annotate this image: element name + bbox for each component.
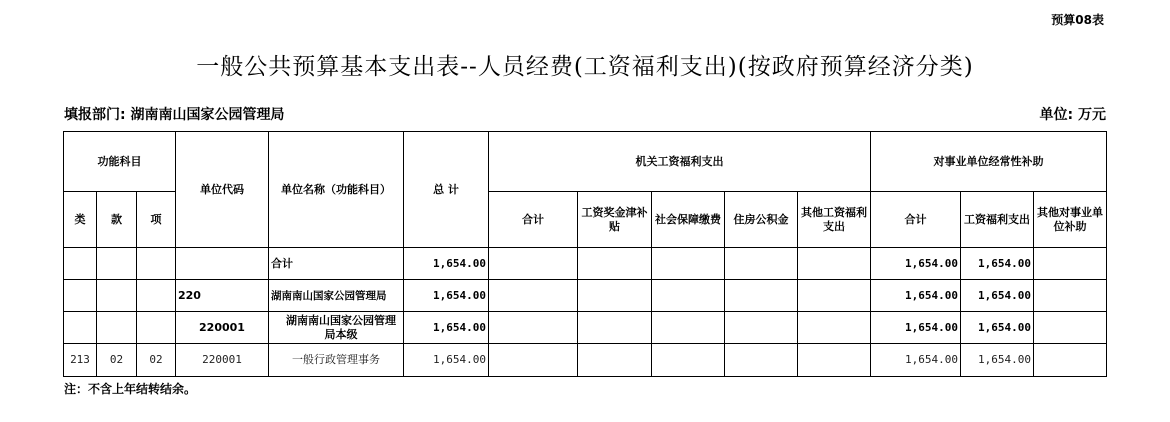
table-row xyxy=(64,312,1107,344)
table-row xyxy=(64,280,1107,312)
cell-inst-other xyxy=(1034,248,1107,280)
cell-inst-wage: 1,654.00 xyxy=(961,280,1034,312)
col-inst-group: 对事业单位经常性补助 xyxy=(871,132,1107,192)
cell-code xyxy=(176,248,269,280)
cell-org-bonus xyxy=(578,344,652,377)
cell-lei xyxy=(64,312,97,344)
cell-name: 一般行政管理事务 xyxy=(269,344,404,377)
cell-lei xyxy=(64,280,97,312)
col-kuan: 款 xyxy=(97,192,137,248)
cell-inst-sum: 1,654.00 xyxy=(871,280,961,312)
col-org-wage-group: 机关工资福利支出 xyxy=(489,132,871,192)
cell-org-other xyxy=(798,248,871,280)
table-row xyxy=(64,248,1107,280)
col-org-housing: 住房公积金 xyxy=(725,192,798,248)
cell-org-social xyxy=(652,312,725,344)
cell-total: 1,654.00 xyxy=(404,280,489,312)
cell-xiang: 02 xyxy=(137,344,176,377)
cell-org-bonus xyxy=(578,248,652,280)
cell-org-housing xyxy=(725,344,798,377)
col-unit-name: 单位名称（功能科目） xyxy=(269,132,404,248)
cell-lei xyxy=(64,248,97,280)
cell-kuan xyxy=(97,248,137,280)
header-row-1 xyxy=(64,132,1107,192)
col-inst-other: 其他对事业单位补助 xyxy=(1034,192,1107,248)
cell-org-bonus xyxy=(578,280,652,312)
cell-org-bonus xyxy=(578,312,652,344)
col-func-subject: 功能科目 xyxy=(64,132,176,192)
cell-xiang xyxy=(137,248,176,280)
col-org-sum: 合计 xyxy=(489,192,578,248)
currency-unit: 单位: 万元 xyxy=(1039,107,1106,123)
budget-table xyxy=(63,131,1107,377)
cell-lei: 213 xyxy=(64,344,97,377)
cell-inst-other xyxy=(1034,344,1107,377)
page-title: 一般公共预算基本支出表--人员经费(工资福利支出)(按政府预算经济分类) xyxy=(196,54,974,80)
cell-org-other xyxy=(798,344,871,377)
col-total: 总 计 xyxy=(404,132,489,248)
cell-name: 湖南南山国家公园管理局本级 xyxy=(269,312,404,344)
cell-org-housing xyxy=(725,248,798,280)
cell-kuan xyxy=(97,312,137,344)
cell-total: 1,654.00 xyxy=(404,312,489,344)
cell-org-other xyxy=(798,280,871,312)
table-row xyxy=(64,344,1107,377)
cell-kuan: 02 xyxy=(97,344,137,377)
cell-code: 220 xyxy=(176,280,269,312)
cell-org-sum xyxy=(489,248,578,280)
cell-name: 合计 xyxy=(269,248,404,280)
cell-total: 1,654.00 xyxy=(404,248,489,280)
col-xiang: 项 xyxy=(137,192,176,248)
col-org-social: 社会保障缴费 xyxy=(652,192,725,248)
cell-inst-wage: 1,654.00 xyxy=(961,312,1034,344)
cell-xiang xyxy=(137,312,176,344)
footnote: 注：不含上年结转结余。 xyxy=(64,382,197,396)
form-number: 预算08表 xyxy=(1051,13,1104,27)
cell-org-social xyxy=(652,248,725,280)
cell-org-housing xyxy=(725,280,798,312)
cell-org-other xyxy=(798,312,871,344)
col-lei: 类 xyxy=(64,192,97,248)
cell-org-sum xyxy=(489,312,578,344)
cell-inst-other xyxy=(1034,280,1107,312)
col-inst-sum: 合计 xyxy=(871,192,961,248)
cell-inst-other xyxy=(1034,312,1107,344)
cell-org-housing xyxy=(725,312,798,344)
cell-org-social xyxy=(652,280,725,312)
col-org-other: 其他工资福利支出 xyxy=(798,192,871,248)
reporting-department: 填报部门: 湖南南山国家公园管理局 xyxy=(64,107,285,123)
cell-kuan xyxy=(97,280,137,312)
cell-xiang xyxy=(137,280,176,312)
cell-inst-sum: 1,654.00 xyxy=(871,248,961,280)
col-inst-wage: 工资福利支出 xyxy=(961,192,1034,248)
cell-code: 220001 xyxy=(176,312,269,344)
cell-total: 1,654.00 xyxy=(404,344,489,377)
cell-code: 220001 xyxy=(176,344,269,377)
cell-inst-wage: 1,654.00 xyxy=(961,248,1034,280)
cell-inst-sum: 1,654.00 xyxy=(871,312,961,344)
cell-inst-wage: 1,654.00 xyxy=(961,344,1034,377)
col-org-bonus: 工资奖金津补贴 xyxy=(578,192,652,248)
cell-org-sum xyxy=(489,280,578,312)
col-unit-code: 单位代码 xyxy=(176,132,269,248)
cell-inst-sum: 1,654.00 xyxy=(871,344,961,377)
cell-org-social xyxy=(652,344,725,377)
cell-org-sum xyxy=(489,344,578,377)
cell-name: 湖南南山国家公园管理局 xyxy=(269,280,404,312)
